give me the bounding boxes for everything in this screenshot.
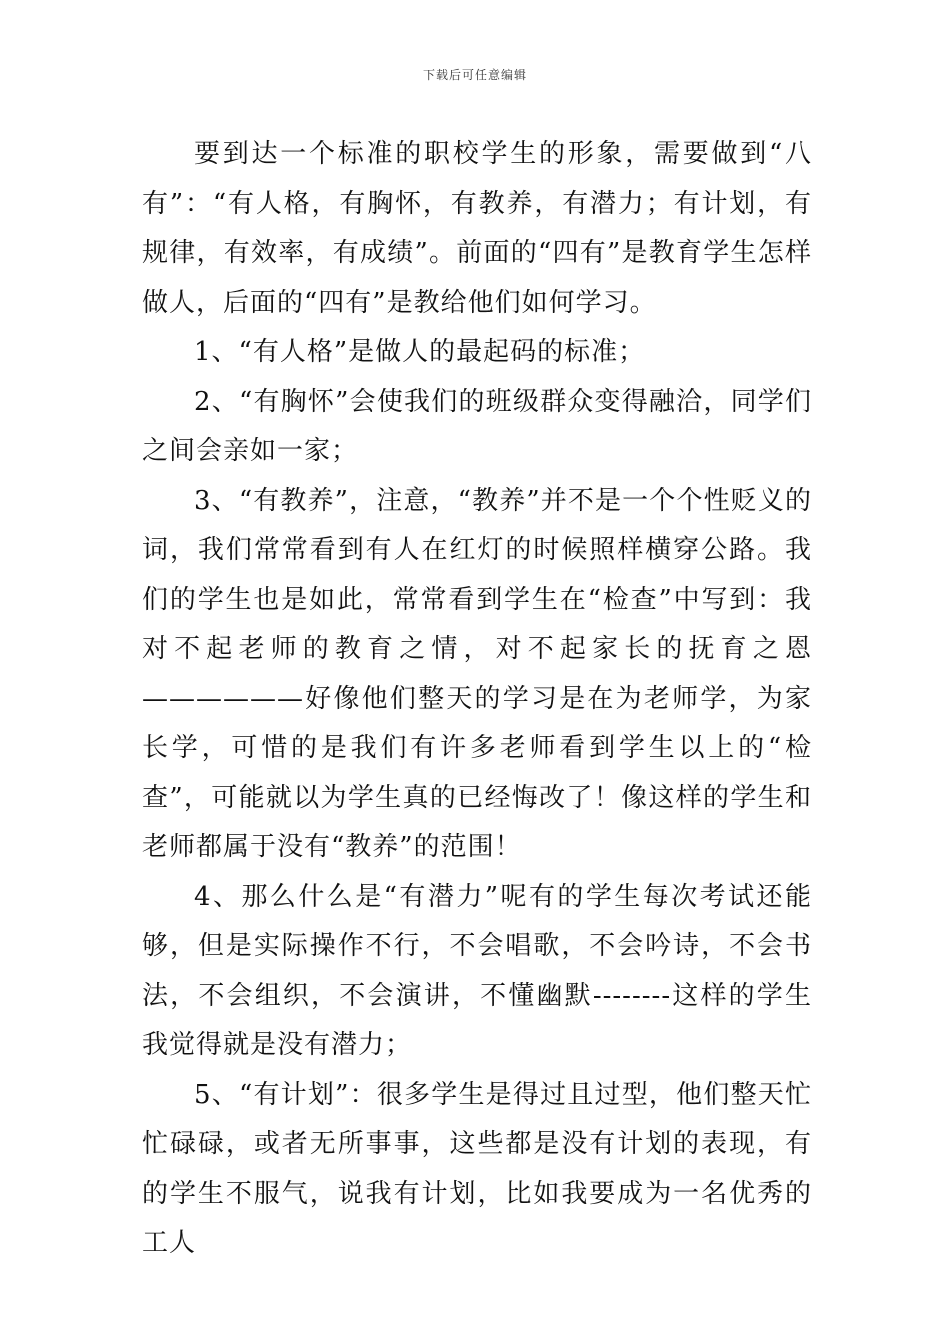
paragraph-item-2: 2、“有胸怀”会使我们的班级群众变得融洽，同学们之间会亲如一家；	[142, 386, 812, 466]
paragraph-item-5: 5、“有计划”：很多学生是得过且过型，他们整天忙忙碌碌，或者无所事事，这些都是没有计划的表现，有的学生不服气，说我有计划，比如我要成为一名优秀的工人	[142, 1079, 812, 1258]
paragraph-item-3: 3、“有教养”，注意，“教养”并不是一个个性贬义的词，我们常常看到有人在红灯的时候照样横穿公路。我们的学生也是如此，常常看到学生在“检查”中写到：我对不起老师的教育之情，对不起家长的抚育之恩——————好像他们整天的学习是在为老师学，为家长学，可惜的是我们有许多老师看到学生以上的“检查”，可能就以为学生真的已经悔改了！像这样的学生和老师都属于没有“教养”的范围！	[142, 485, 812, 862]
paragraph-item-1: 1、“有人格”是做人的最起码的标准；	[194, 337, 646, 367]
paragraph-item-4: 4、那么什么是“有潜力”呢有的学生每次考试还能够，但是实际操作不行，不会唱歌，不会吟诗，不会书法，不会组织，不会演讲，不懂幽默--------这样的学生我觉得就是没有潜力；	[142, 881, 812, 1060]
header-note: 下载后可任意编辑	[422, 68, 527, 82]
document-body	[142, 130, 812, 1269]
paragraph-intro: 要到达一个标准的职校学生的形象，需要做到“八有”：“有人格，有胸怀，有教养，有潜力；有计划，有规律，有效率，有成绩”。前面的“四有”是教育学生怎样做人，后面的“四有”是教给他们如何学习。	[142, 139, 812, 318]
